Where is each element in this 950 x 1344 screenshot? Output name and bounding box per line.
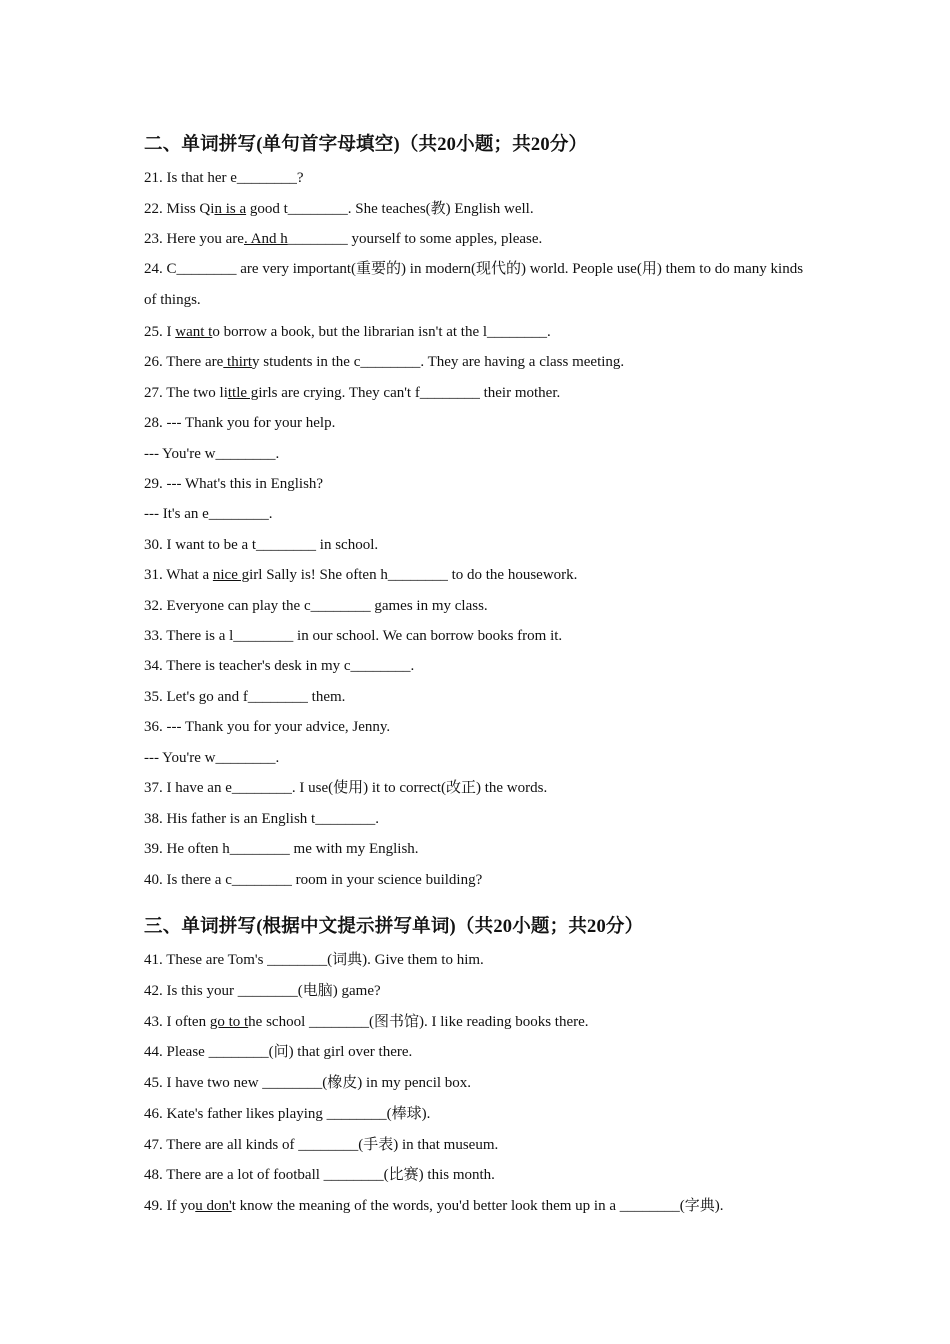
question-37: 37. I have an e________. I use(使用) it to correct(改正) the words. bbox=[144, 780, 548, 796]
question-29-reply: --- It's an e________. bbox=[144, 506, 273, 522]
question-46: 46. Kate's father likes playing ________(棒球). bbox=[144, 1106, 431, 1122]
section-2-title: 二、单词拼写(单句首字母填空)（共20小题；共20分） bbox=[144, 135, 588, 155]
question-28-reply: --- You're w________. bbox=[144, 446, 280, 462]
question-39: 39. He often h________ me with my English. bbox=[144, 841, 419, 857]
question-40: 40. Is there a c________ room in your science building? bbox=[144, 872, 483, 888]
question-30: 30. I want to be a t________ in school. bbox=[144, 537, 379, 553]
question-41: 41. These are Tom's ________(词典). Give them to him. bbox=[144, 952, 484, 968]
question-28: 28. --- Thank you for your help. bbox=[144, 415, 336, 431]
question-36: 36. --- Thank you for your advice, Jenny. bbox=[144, 719, 391, 735]
question-23: 23. Here you are. And h________ yourself to some apples, please. bbox=[144, 231, 543, 247]
question-25: 25. I want to borrow a book, but the librarian isn't at the l________. bbox=[144, 324, 551, 340]
question-27: 27. The two little girls are crying. They can't f________ their mother. bbox=[144, 385, 561, 401]
question-43: 43. I often go to the school ________(图书馆). I like reading books there. bbox=[144, 1014, 589, 1030]
question-49: 49. If you don't know the meaning of the words, you'd better look them up in a ________(字典). bbox=[144, 1198, 724, 1214]
question-22: 22. Miss Qin is a good t________. She teaches(教) English well. bbox=[144, 201, 534, 217]
question-44: 44. Please ________(问) that girl over there. bbox=[144, 1044, 413, 1060]
question-45: 45. I have two new ________(橡皮) in my pencil box. bbox=[144, 1075, 472, 1091]
question-26: 26. There are thirty students in the c________. They are having a class meeting. bbox=[144, 354, 625, 370]
question-31: 31. What a nice girl Sally is! She often h________ to do the housework. bbox=[144, 567, 578, 583]
question-42: 42. Is this your ________(电脑) game? bbox=[144, 983, 381, 999]
question-32: 32. Everyone can play the c________ games in my class. bbox=[144, 598, 488, 614]
section-3-title: 三、单词拼写(根据中文提示拼写单词)（共20小题；共20分） bbox=[144, 917, 644, 937]
question-21: 21. Is that her e________? bbox=[144, 170, 304, 186]
question-36-reply: --- You're w________. bbox=[144, 750, 280, 766]
question-34: 34. There is teacher's desk in my c________. bbox=[144, 658, 415, 674]
question-24: 24. C________ are very important(重要的) in modern(现代的) world. People use(用) them to do many kinds of things. bbox=[144, 261, 804, 308]
question-38: 38. His father is an English t________. bbox=[144, 811, 379, 827]
question-48: 48. There are a lot of football ________(比赛) this month. bbox=[144, 1167, 495, 1183]
question-47: 47. There are all kinds of ________(手表) in that museum. bbox=[144, 1137, 499, 1153]
question-35: 35. Let's go and f________ them. bbox=[144, 689, 346, 705]
question-33: 33. There is a l________ in our school. We can borrow books from it. bbox=[144, 628, 563, 644]
question-29: 29. --- What's this in English? bbox=[144, 476, 324, 492]
